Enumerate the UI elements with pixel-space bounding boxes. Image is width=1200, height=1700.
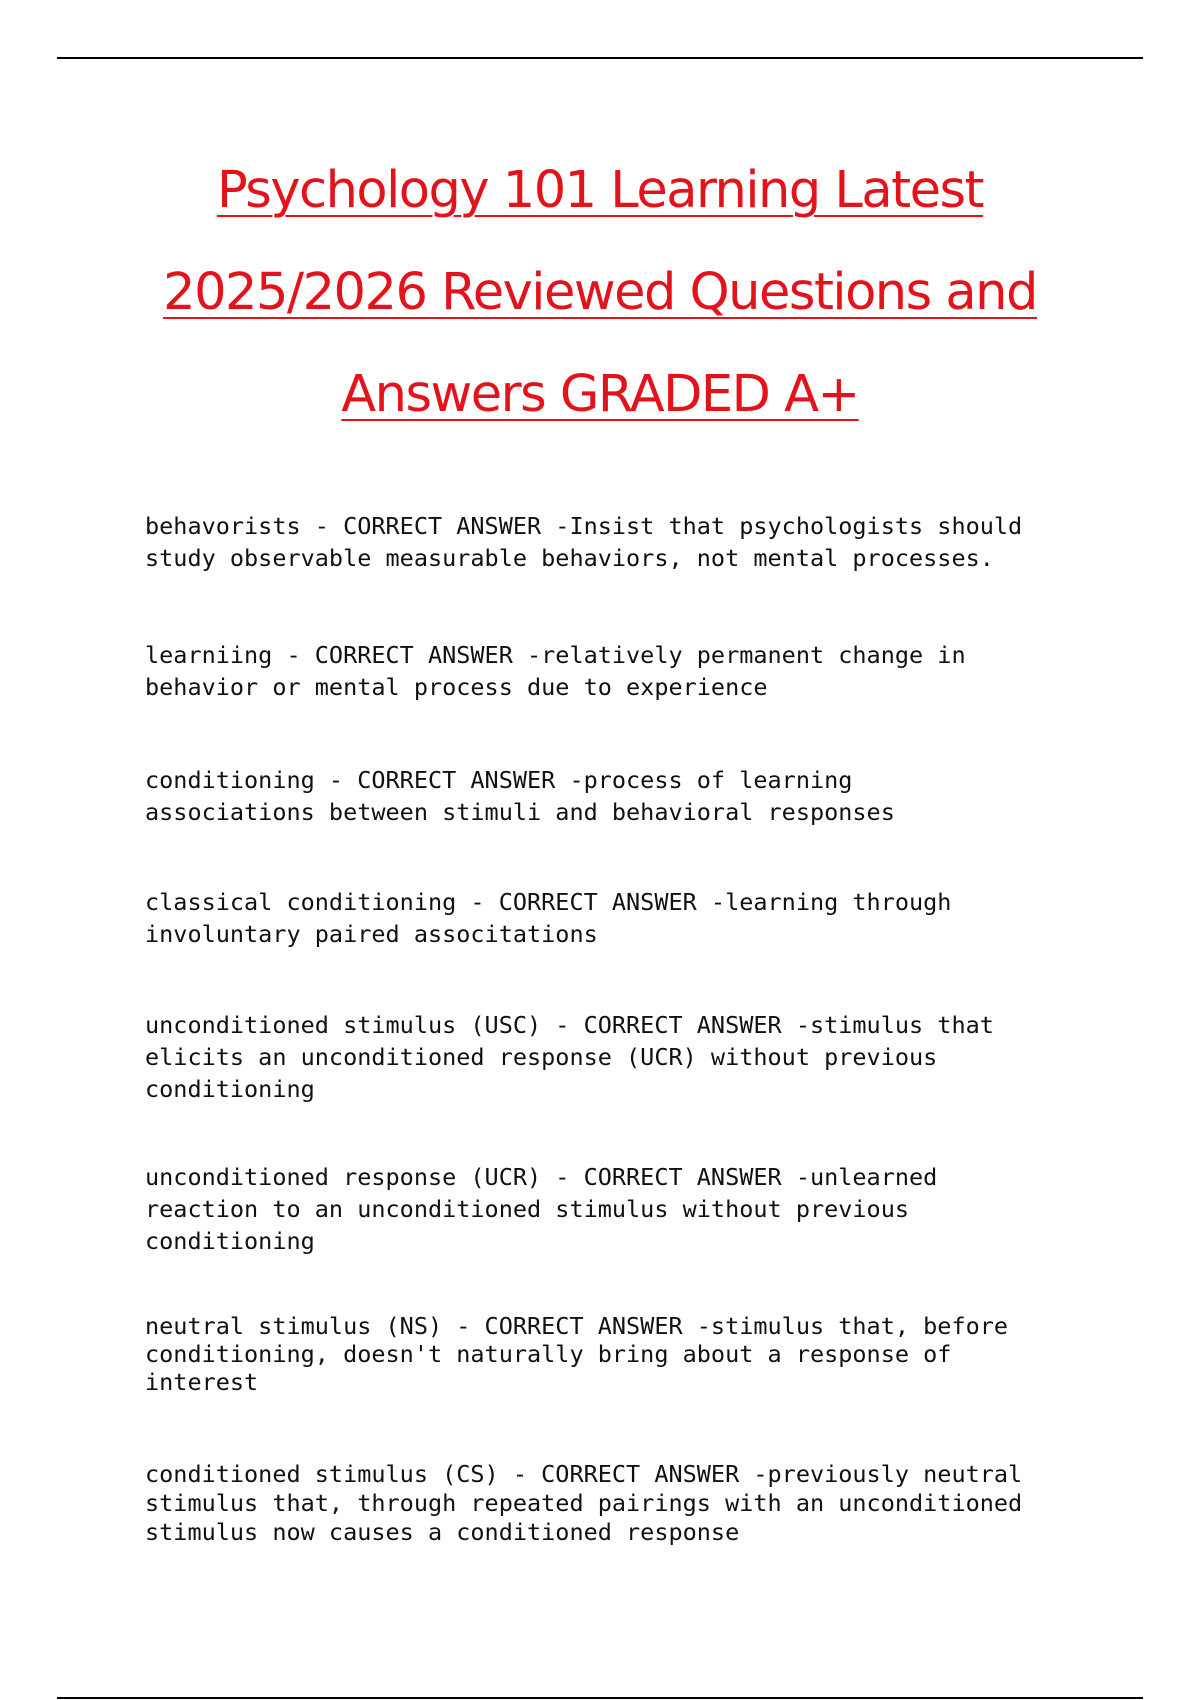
- qa-entry-unconditioned-stimulus: unconditioned stimulus (USC) - CORRECT ANSWER -stimulus that elicits an unconditioned response (UCR) without previous conditioning: [145, 1011, 994, 1103]
- qa-entry-neutral-stimulus: neutral stimulus (NS) - CORRECT ANSWER -stimulus that, before conditioning, doesn't naturally bring about a response of interest: [145, 1312, 1009, 1396]
- document-title: [100, 140, 1100, 446]
- qa-entry-conditioned-stimulus: conditioned stimulus (CS) - CORRECT ANSWER -previously neutral stimulus that, through repeated pairings with an unconditioned stimulus now causes a conditioned response: [145, 1460, 1023, 1546]
- qa-entry-learning: learniing - CORRECT ANSWER -relatively permanent change in behavior or mental process due to experience: [145, 641, 966, 701]
- top-rule: [57, 57, 1143, 59]
- qa-entry-classical-conditioning: classical conditioning - CORRECT ANSWER -learning through involuntary paired associtations: [145, 888, 952, 948]
- qa-entry-behaviorists: behavorists - CORRECT ANSWER -Insist that psychologists should study observable measurable behaviors, not mental processes.: [145, 512, 1023, 572]
- bottom-rule: [57, 1697, 1143, 1699]
- qa-entry-conditioning: conditioning - CORRECT ANSWER -process of learning associations between stimuli and behavioral responses: [145, 766, 895, 826]
- title-line: Psychology 101 Learning Latest: [216, 161, 984, 220]
- title-line: Answers GRADED A+: [341, 365, 859, 424]
- qa-entry-unconditioned-response: unconditioned response (UCR) - CORRECT ANSWER -unlearned reaction to an unconditioned stimulus without previous conditioning: [145, 1163, 938, 1255]
- title-line: 2025/2026 Reviewed Questions and: [163, 263, 1037, 322]
